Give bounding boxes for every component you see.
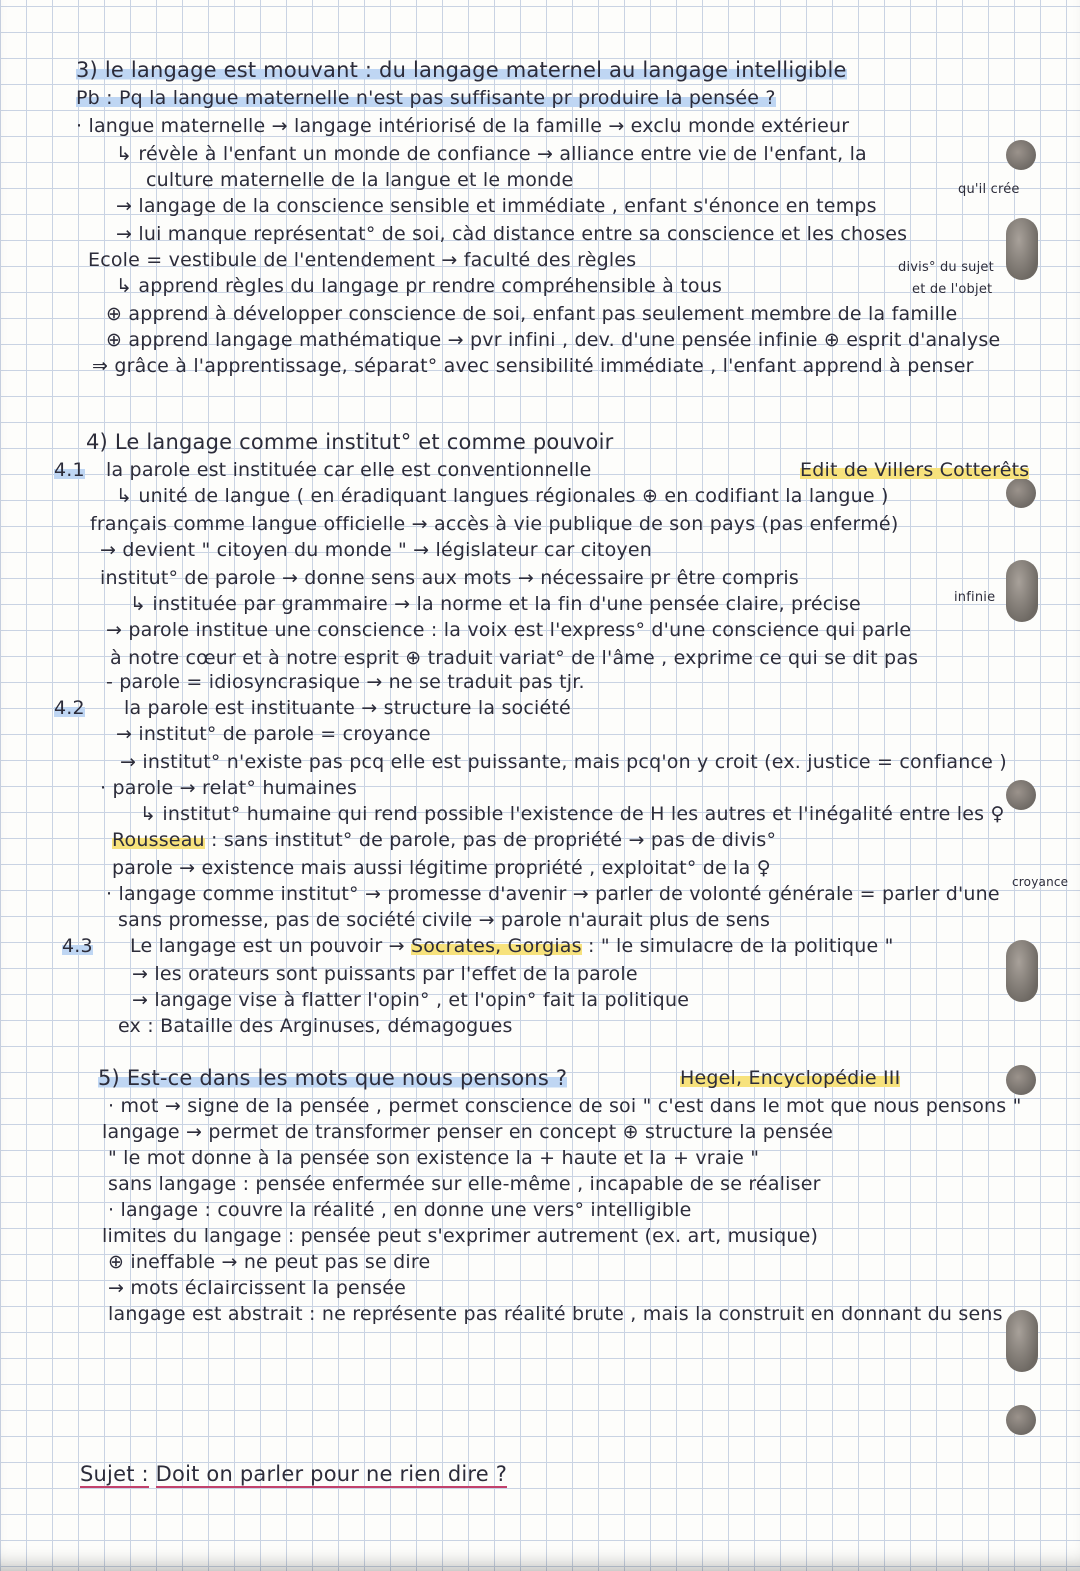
text-line: ⊕ ineffable → ne peut pas se dire xyxy=(108,1251,431,1273)
binder-hole xyxy=(1006,780,1036,810)
margin-note: divis° du sujet xyxy=(898,260,994,275)
binder-hole xyxy=(1006,478,1036,508)
margin-note: et de l'objet xyxy=(912,282,993,297)
text-line: langage est abstrait : ne représente pas réalité brute , mais la construit en donnant du sens xyxy=(108,1303,1003,1325)
binder-ring xyxy=(1006,1310,1038,1372)
text-line: → parole institue une conscience : la voix est l'express° d'une conscience qui parle xyxy=(106,619,912,641)
text-line: à notre cœur et à notre esprit ⊕ traduit variat° de l'âme , exprime ce qui se dit pas xyxy=(110,647,919,669)
text-line: ⊕ apprend langage mathématique → pvr infini , dev. d'une pensée infinie ⊕ esprit d'analyse xyxy=(106,329,1001,351)
text-line: → mots éclaircissent la pensée xyxy=(108,1277,406,1299)
subsection-number: 4.2 xyxy=(54,697,85,719)
binder-hole xyxy=(1006,1065,1036,1095)
text-line: ↳ institut° humaine qui rend possible l'existence de H les autres et l'inégalité entre les ♀ xyxy=(140,803,1005,825)
text-line: → lui manque représentat° de soi, càd distance entre sa conscience et les choses xyxy=(116,223,908,245)
binder-ring xyxy=(1006,940,1038,1002)
text-line: Le langage est un pouvoir → Socrates, Gorgias : " le simulacre de la politique " xyxy=(130,935,894,957)
text-line: la parole est instituante → structure la société xyxy=(124,697,571,719)
text-line: → institut° n'existe pas pcq elle est puissante, mais pcq'on y croit (ex. justice = confiance ) xyxy=(120,751,1007,773)
text-line: · langage : couvre la réalité , en donne une vers° intelligible xyxy=(108,1199,692,1221)
text-line: · langage comme institut° → promesse d'avenir → parler de volonté générale = parler d'une xyxy=(106,883,1000,905)
text-line: ⊕ apprend à développer conscience de soi, enfant pas seulement membre de la famille xyxy=(106,303,958,325)
text-line: institut° de parole → donne sens aux mots → nécessaire pr être compris xyxy=(100,567,799,589)
text-line: ⇒ grâce à l'apprentissage, séparat° avec sensibilité immédiate , l'enfant apprend à penser xyxy=(92,355,974,377)
binder-ring xyxy=(1006,218,1038,280)
section-5-title: 5) Est-ce dans les mots que nous pensons ? xyxy=(98,1066,568,1090)
text-line: - parole = idiosyncrasique → ne se traduit pas tjr. xyxy=(106,671,585,693)
binder-hole xyxy=(1006,140,1036,170)
text-line: ↳ unité de langue ( en éradiquant langues régionales ⊕ en codifiant la langue ) xyxy=(116,485,889,507)
text-line: sans promesse, pas de société civile → parole n'aurait plus de sens xyxy=(118,909,771,931)
section-4-title: 4) Le langage comme institut° et comme pouvoir xyxy=(86,430,614,454)
text-line: → devient " citoyen du monde " → législateur car citoyen xyxy=(100,539,652,561)
margin-note: qu'il crée xyxy=(958,182,1020,197)
text-line: · parole → relat° humaines xyxy=(100,777,358,799)
text-line: ↳ instituée par grammaire → la norme et la fin d'une pensée claire, précise xyxy=(130,593,861,615)
text-line: → institut° de parole = croyance xyxy=(116,723,431,745)
text-line: la parole est instituée car elle est conventionnelle xyxy=(106,459,592,481)
text-line: Rousseau : sans institut° de parole, pas de propriété → pas de divis° xyxy=(112,829,777,851)
reference: Edit de Villers Cotterêts xyxy=(800,459,1030,481)
sujet-line: Sujet : Doit on parler pour ne rien dire ? xyxy=(80,1462,508,1486)
text-line: langage → permet de transformer penser en concept ⊕ structure la pensée xyxy=(102,1121,834,1143)
text-line: parole → existence mais aussi légitime propriété , exploitat° de la ♀ xyxy=(112,857,771,879)
reference: Hegel, Encyclopédie III xyxy=(680,1067,901,1089)
text-line: français comme langue officielle → accès à vie publique de son pays (pas enfermé) xyxy=(90,513,899,535)
problem-statement: Pb : Pq la langue maternelle n'est pas suffisante pr produire la pensée ? xyxy=(76,87,776,109)
text-line: culture maternelle de la langue et le monde xyxy=(146,169,574,191)
text-line: Ecole = vestibule de l'entendement → faculté des règles xyxy=(88,249,637,271)
binder-hole xyxy=(1006,1405,1036,1435)
section-3-title: 3) le langage est mouvant : du langage maternel au langage intelligible xyxy=(76,58,847,82)
margin-note: croyance xyxy=(1012,875,1069,889)
text-line: → langage de la conscience sensible et immédiate , enfant s'énonce en temps xyxy=(116,195,877,217)
text-line: ↳ révèle à l'enfant un monde de confiance → alliance entre vie de l'enfant, la xyxy=(116,143,867,165)
subsection-number: 4.3 xyxy=(62,935,93,957)
text-line: sans langage : pensée enfermée sur elle-même , incapable de se réaliser xyxy=(108,1173,821,1195)
margin-note: infinie xyxy=(954,590,996,605)
text-line: " le mot donne à la pensée son existence la + haute et la + vraie " xyxy=(108,1147,760,1169)
text-line: → les orateurs sont puissants par l'effet de la parole xyxy=(132,963,638,985)
text-line: · langue maternelle → langage intériorisé de la famille → exclu monde extérieur xyxy=(76,115,850,137)
binder-ring xyxy=(1006,560,1038,622)
text-line: ex : Bataille des Arginuses, démagogues xyxy=(118,1015,513,1037)
subsection-number: 4.1 xyxy=(54,459,85,481)
text-line: → langage vise à flatter l'opin° , et l'opin° fait la politique xyxy=(132,989,690,1011)
text-line: limites du langage : pensée peut s'exprimer autrement (ex. art, musique) xyxy=(102,1225,819,1247)
text-line: · mot → signe de la pensée , permet conscience de soi " c'est dans le mot que nous pensons " xyxy=(108,1095,1022,1117)
text-line: ↳ apprend règles du langage pr rendre compréhensible à tous xyxy=(116,275,723,297)
